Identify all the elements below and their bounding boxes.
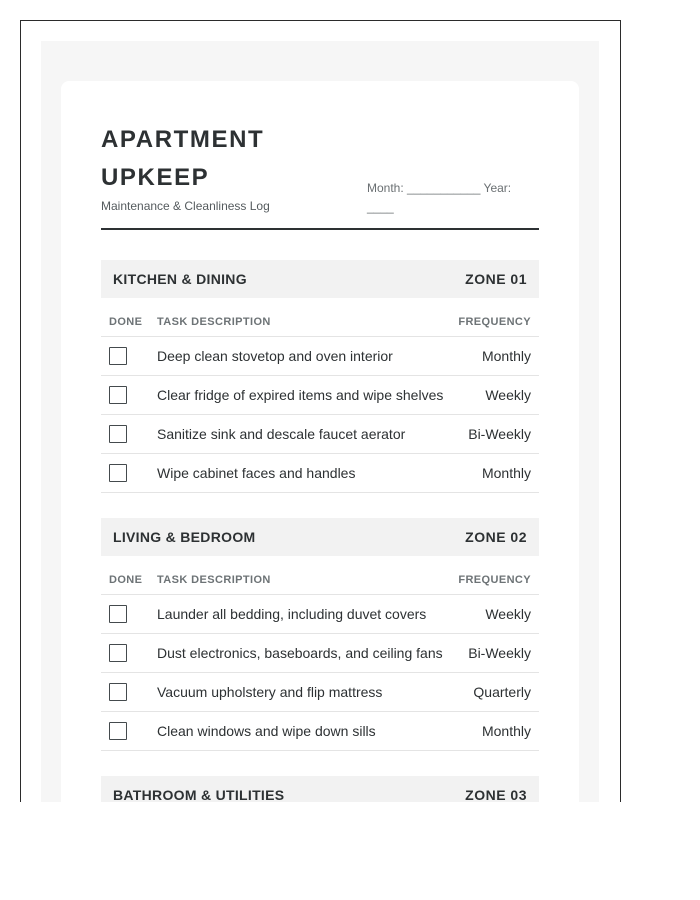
column-header-done: DONE [101, 566, 157, 595]
column-header-frequency: FREQUENCY [455, 308, 539, 337]
log-card [61, 81, 579, 802]
task-description: Dust electronics, baseboards, and ceiling fans [157, 634, 455, 673]
done-cell [101, 712, 157, 751]
task-description: Sanitize sink and descale faucet aerator [157, 415, 455, 454]
column-header-task: TASK DESCRIPTION [157, 566, 455, 595]
table-row [101, 454, 539, 493]
task-frequency: Quarterly [455, 673, 539, 712]
table-row [101, 673, 539, 712]
zone-bathroom-utilities [101, 776, 539, 802]
zone-name: KITCHEN & DINING [113, 271, 247, 287]
zone-code: ZONE 01 [465, 271, 527, 287]
task-description: Launder all bedding, including duvet covers [157, 595, 455, 634]
task-frequency: Monthly [455, 712, 539, 751]
zone-living-bedroom [101, 518, 539, 751]
done-cell [101, 337, 157, 376]
zone-code: ZONE 02 [465, 529, 527, 545]
page-background [41, 41, 599, 802]
done-cell [101, 376, 157, 415]
column-header-done: DONE [101, 308, 157, 337]
zone-code: ZONE 03 [465, 787, 527, 802]
zone-header [101, 518, 539, 556]
task-frequency: Monthly [455, 454, 539, 493]
done-cell [101, 595, 157, 634]
zone-name: BATHROOM & UTILITIES [113, 787, 285, 802]
page-title: APARTMENT UPKEEP [101, 126, 265, 191]
task-frequency: Weekly [455, 595, 539, 634]
zone-kitchen-dining [101, 260, 539, 493]
page-frame [20, 20, 621, 802]
task-description: Clear fridge of expired items and wipe shelves [157, 376, 455, 415]
done-checkbox[interactable] [109, 605, 127, 623]
column-header-frequency: FREQUENCY [455, 566, 539, 595]
task-description: Vacuum upholstery and flip mattress [157, 673, 455, 712]
table-row [101, 595, 539, 634]
task-description: Wipe cabinet faces and handles [157, 454, 455, 493]
done-cell [101, 454, 157, 493]
done-checkbox[interactable] [109, 464, 127, 482]
task-frequency: Monthly [455, 337, 539, 376]
zone-header [101, 776, 539, 802]
done-checkbox[interactable] [109, 722, 127, 740]
table-header-row [101, 566, 539, 595]
done-checkbox[interactable] [109, 386, 127, 404]
log-content [101, 121, 539, 802]
done-checkbox[interactable] [109, 425, 127, 443]
done-cell [101, 634, 157, 673]
zone-name: LIVING & BEDROOM [113, 529, 256, 545]
month-year-field[interactable]: Month: ___________ Year: ____ [367, 181, 512, 214]
column-header-task: TASK DESCRIPTION [157, 308, 455, 337]
done-checkbox[interactable] [109, 683, 127, 701]
task-frequency: Bi-Weekly [455, 415, 539, 454]
task-description: Deep clean stovetop and oven interior [157, 337, 455, 376]
done-cell [101, 415, 157, 454]
zone-header [101, 260, 539, 298]
task-description: Clean windows and wipe down sills [157, 712, 455, 751]
task-frequency: Bi-Weekly [455, 634, 539, 673]
task-table [101, 308, 539, 493]
table-header-row [101, 308, 539, 337]
table-row [101, 415, 539, 454]
table-row [101, 337, 539, 376]
table-row [101, 634, 539, 673]
done-cell [101, 673, 157, 712]
table-row [101, 712, 539, 751]
page-subtitle: Maintenance & Cleanliness Log [101, 199, 270, 213]
done-checkbox[interactable] [109, 347, 127, 365]
task-frequency: Weekly [455, 376, 539, 415]
done-checkbox[interactable] [109, 644, 127, 662]
log-header [101, 121, 539, 230]
task-table [101, 566, 539, 751]
table-row [101, 376, 539, 415]
